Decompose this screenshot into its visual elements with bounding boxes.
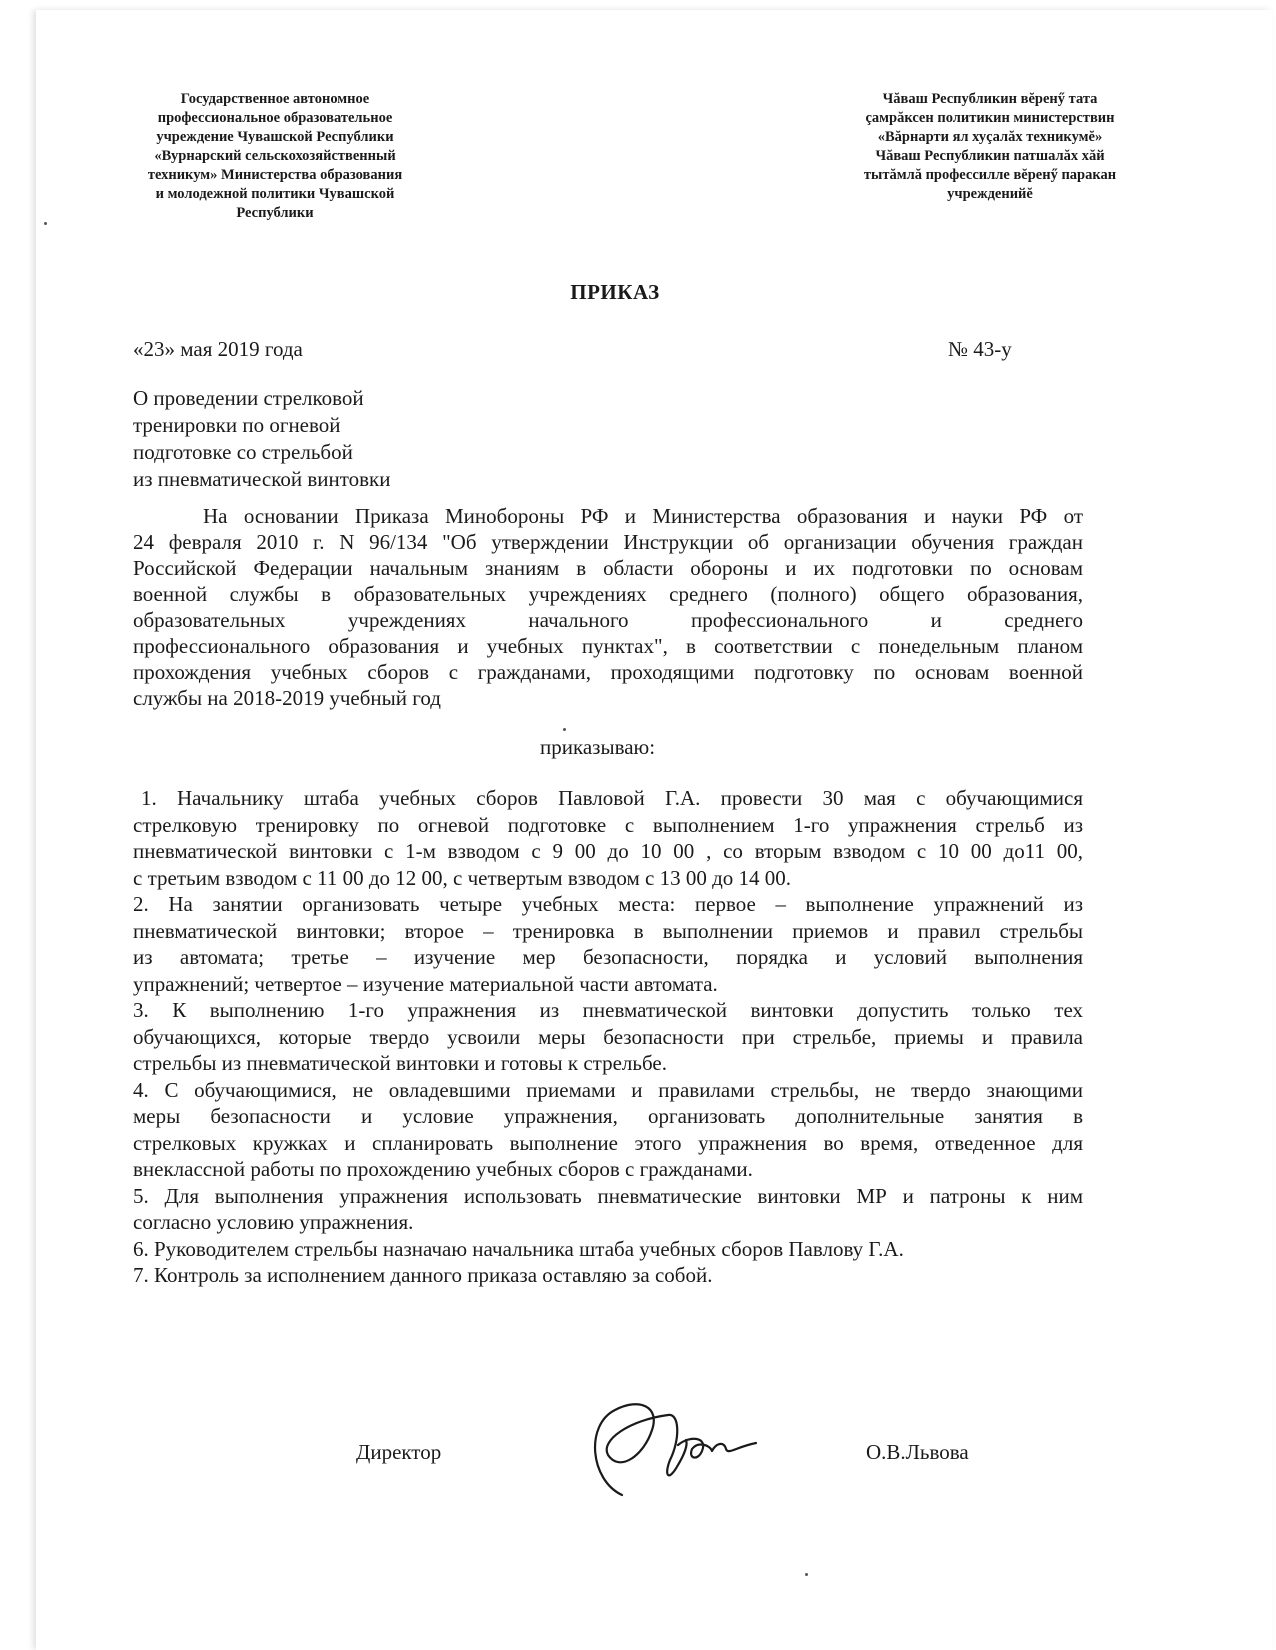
preamble-line: На основании Приказа Минобороны РФ и Министерства образования и науки РФ от bbox=[203, 504, 1083, 528]
item-line: стрелковую тренировку по огневой подготовке с выполнением 1-го упражнения стрельб из bbox=[133, 812, 1083, 837]
item-line: обучающихся, которые твердо усвоили меры безопасности при стрельбе, приемы и правила bbox=[133, 1024, 1083, 1049]
header-left-line: Государственное автономное bbox=[180, 91, 370, 107]
item-line: пневматической винтовки; второе – тренировка в выполнении приемов и правил стрельбы bbox=[133, 918, 1083, 943]
order-word: приказываю: bbox=[540, 735, 656, 759]
item-line: 1. Начальнику штаба учебных сборов Павловой Г.А. провести 30 мая с обучающимися bbox=[141, 786, 1083, 810]
scan-speck bbox=[563, 728, 566, 731]
subject-line: подготовке со стрельбой bbox=[133, 440, 353, 464]
item-line: стрелковых кружках и спланировать выполнение этого упражнения во время, отведенное для bbox=[133, 1130, 1083, 1155]
scan-speck bbox=[44, 222, 47, 225]
item-line: стрельбы из пневматической винтовки и готовы к стрельбе. bbox=[133, 1051, 667, 1075]
header-right-line: учрежденийĕ bbox=[947, 186, 1033, 202]
header-right-line: Чăваш Республикин патшалăх хăй bbox=[875, 148, 1105, 164]
item-line: упражнений; четвертое – изучение материальной части автомата. bbox=[133, 971, 718, 996]
document-title: ПРИКАЗ bbox=[570, 280, 660, 304]
order-items bbox=[133, 785, 1083, 1289]
item-line: 7. Контроль за исполнением данного приказа оставляю за собой. bbox=[133, 1263, 713, 1287]
scan-speck bbox=[805, 1573, 808, 1576]
item-line: внеклассной работы по прохождению учебных сборов с гражданами. bbox=[133, 1157, 753, 1181]
subject-line: тренировки по огневой bbox=[133, 413, 341, 437]
item-line: 5. Для выполнения упражнения использовать пневматические винтовки МР и патроны к ним bbox=[133, 1183, 1083, 1208]
subject-line: О проведении стрелковой bbox=[133, 386, 364, 410]
header-right-line: «Вăрнарти ял хуçалăх техникумĕ» bbox=[877, 129, 1103, 145]
header-left-line: «Вурнарский сельскохозяйственный bbox=[154, 148, 396, 164]
header-left-line: и молодежной политики Чувашской bbox=[155, 186, 395, 202]
document-number: № 43-у bbox=[948, 337, 1012, 361]
header-left-line: учреждение Чувашской Республики bbox=[156, 129, 394, 145]
item-line: согласно условию упражнения. bbox=[133, 1210, 414, 1234]
document-subject bbox=[133, 385, 390, 493]
preamble-line: военной службы в образовательных учреждениях среднего (полного) общего образования, bbox=[133, 582, 1083, 606]
item-line: 4. С обучающимися, не овладевшими приемами и правилами стрельбы, не твердо знающими bbox=[133, 1077, 1083, 1102]
item-line: 6. Руководителем стрельбы назначаю начальника штаба учебных сборов Павлову Г.А. bbox=[133, 1236, 904, 1261]
preamble-paragraph bbox=[133, 503, 1083, 711]
item-line: 2. На занятии организовать четыре учебных места: первое – выполнение упражнений из bbox=[133, 892, 1083, 916]
document-date: «23» мая 2019 года bbox=[133, 337, 303, 361]
subject-line: из пневматической винтовки bbox=[133, 467, 391, 491]
header-right-line: тытăмлă профессилле вĕренӳ паракан bbox=[863, 167, 1117, 183]
preamble-line: 24 февраля 2010 г. N 96/134 "Об утверждении Инструкции об организации обучения граждан bbox=[133, 530, 1083, 554]
item-line: из автомата; третье – изучение мер безопасности, порядка и условий выполнения bbox=[133, 945, 1083, 969]
header-right-chuvash bbox=[840, 90, 1140, 204]
preamble-line: образовательных учреждениях начального профессионального и среднего bbox=[133, 608, 1083, 632]
signatory-title: Директор bbox=[356, 1440, 442, 1464]
header-right-line: çамрăксен политикин министерствин bbox=[865, 110, 1115, 126]
handwritten-signature bbox=[560, 1385, 770, 1505]
header-left-line: профессиональное образовательное bbox=[157, 110, 393, 126]
header-left-russian bbox=[125, 90, 425, 223]
item-line: 3. К выполнению 1-го упражнения из пневматической винтовки допустить только тех bbox=[133, 998, 1083, 1022]
header-right-line: Чăваш Республикин вĕренӳ тата bbox=[882, 91, 1098, 107]
item-line: с третьим взводом с 11 00 до 12 00, с четвертым взводом с 13 00 до 14 00. bbox=[133, 865, 792, 890]
preamble-line: Российской Федерации начальным знаниям в области обороны и их подготовки по основам bbox=[133, 556, 1083, 580]
preamble-line: профессионального образования и учебных пунктах", в соответствии с понедельным планом bbox=[133, 634, 1083, 658]
item-line: меры безопасности и условие упражнения, организовать дополнительные занятия в bbox=[133, 1104, 1083, 1128]
header-left-line: техникум» Министерства образования bbox=[147, 167, 403, 183]
signatory-name: О.В.Львова bbox=[866, 1440, 969, 1464]
header-left-line: Республики bbox=[236, 205, 314, 221]
preamble-line: прохождения учебных сборов с гражданами, проходящими подготовку по основам военной bbox=[133, 660, 1083, 684]
item-line: пневматической винтовки с 1-м взводом с 9 00 до 10 00 , со вторым взводом с 10 00 до11 00, bbox=[133, 839, 1083, 863]
preamble-line: службы на 2018-2019 учебный год bbox=[133, 686, 441, 710]
